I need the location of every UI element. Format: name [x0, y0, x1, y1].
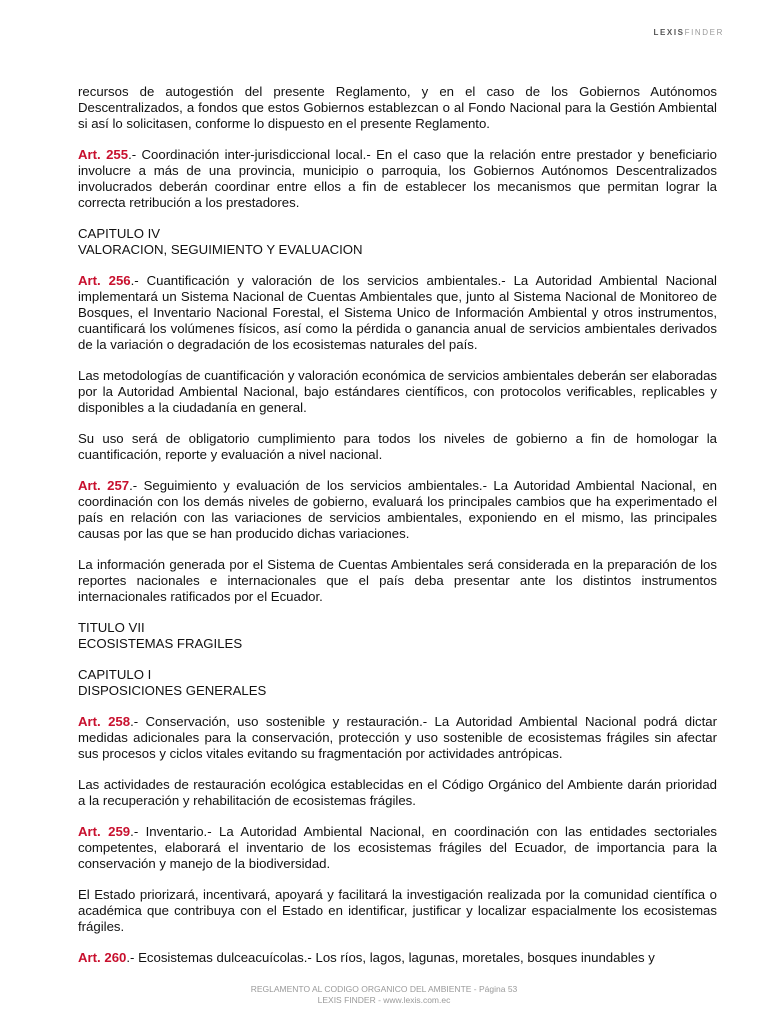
chapter-title: VALORACION, SEGUIMIENTO Y EVALUACION — [78, 242, 363, 257]
article-label: Art. 255 — [78, 147, 129, 162]
article-text: .- Ecosistemas dulceacuícolas.- Los ríos, lagos, lagunas, moretales, bosques inundables y — [126, 950, 655, 965]
article-text: .- Seguimiento y evaluación de los servicios ambientales.- La Autoridad Ambiental Nacional, en coordinación con los demás niveles de gobierno, evaluará los principales cambios que ha experimentado el país en relación con las variaciones de servicios ambientales, exponiendo en el mismo, las principales causas por las que se han producido dichas variaciones. — [78, 478, 717, 541]
page-footer — [0, 984, 768, 1006]
article-text: .- Conservación, uso sostenible y restauración.- La Autoridad Ambiental Nacional podrá dictar medidas adicionales para la conservación, protección y uso sostenible de ecosistemas frágiles sin afectar sus procesos y ciclos vitales evitando su fragmentación por actividades antrópicas. — [78, 714, 717, 761]
article-label: Art. 259 — [78, 824, 131, 839]
brand-logo-light: FINDER — [684, 28, 724, 37]
article-255 — [78, 147, 717, 211]
brand-logo — [653, 28, 724, 37]
article-text: .- Cuantificación y valoración de los servicios ambientales.- La Autoridad Ambiental Nacional implementará un Sistema Nacional de Cuentas Ambientales que, junto al Sistema Nacional de Monitoreo de Bosques, el Inventario Nacional Forestal, el Sistema Unico de Información Ambiental y otros instrumentos, cuantificará los volúmenes físicos, así como la pérdida o ganancia anual de servicios ambientales derivados de la variación o degradación de los ecosistemas naturales del país. — [78, 273, 717, 352]
paragraph-informacion: La información generada por el Sistema de Cuentas Ambientales será considerada en la preparación de los reportes nacionales e internacionales que el país deba presentar ante los distintos instrumentos internacionales ratificados por el Ecuador. — [78, 557, 717, 604]
article-label: Art. 260 — [78, 950, 127, 965]
paragraph-metodologias: Las metodologías de cuantificación y valoración económica de servicios ambientales deberán ser elaboradas por la Autoridad Ambiental Nacional, bajo estándares científicos, con protocolos verificables, replicables y disponibles a la ciudadanía en general. — [78, 368, 717, 415]
paragraph-uso: Su uso será de obligatorio cumplimiento para todos los niveles de gobierno a fin de homologar la cuantificación, reporte y evaluación a nivel nacional. — [78, 431, 717, 462]
article-label: Art. 258 — [78, 714, 131, 729]
article-256 — [78, 273, 717, 353]
title-name: ECOSISTEMAS FRAGILES — [78, 636, 243, 651]
brand-logo-bold: LEXIS — [653, 28, 685, 37]
footer-document-title: REGLAMENTO AL CODIGO ORGANICO DEL AMBIENTE - Página 53 — [250, 984, 518, 994]
chapter-title: DISPOSICIONES GENERALES — [78, 683, 267, 698]
paragraph-estado: El Estado priorizará, incentivará, apoyará y facilitará la investigación realizada por la comunidad científica o académica que contribuya con el Estado en identificar, justificar y localizar espacialmente los ecosistemas frágiles. — [78, 887, 717, 934]
article-label: Art. 257 — [78, 478, 130, 493]
chapter-number: CAPITULO IV — [78, 226, 161, 241]
article-label: Art. 256 — [78, 273, 131, 288]
paragraph-continuation: recursos de autogestión del presente Reglamento, y en el caso de los Gobiernos Autónomos Descentralizados, a fondos que estos Gobiernos establezcan o al Fondo Nacional para la Gestión Ambiental si así lo solicitasen, conforme lo dispuesto en el presente Reglamento. — [78, 84, 717, 131]
article-257 — [78, 478, 717, 542]
paragraph-actividades: Las actividades de restauración ecológica establecidas en el Código Orgánico del Ambiente darán prioridad a la recuperación y rehabilitación de ecosistemas frágiles. — [78, 777, 717, 808]
article-text: .- Inventario.- La Autoridad Ambiental Nacional, en coordinación con las entidades sectoriales competentes, elaborará el inventario de los ecosistemas frágiles del Ecuador, de importancia para la conservación y manejo de la biodiversidad. — [78, 824, 717, 871]
article-260 — [78, 950, 717, 966]
title-number: TITULO VII — [78, 620, 145, 635]
article-258 — [78, 714, 717, 762]
chapter-number: CAPITULO I — [78, 667, 152, 682]
article-259 — [78, 824, 717, 872]
footer-website: LEXIS FINDER - www.lexis.com.ec — [317, 995, 451, 1005]
article-text: .- Coordinación inter-jurisdiccional local.- En el caso que la relación entre prestador y beneficiario involucre a más de una provincia, municipio o parroquia, los Gobiernos Autónomos Descentralizados involucrados deberán coordinar entre ellos a fin de establecer los mecanismos que permitan lograr la correcta retribución a los prestadores. — [78, 147, 717, 210]
document-body — [78, 84, 717, 981]
